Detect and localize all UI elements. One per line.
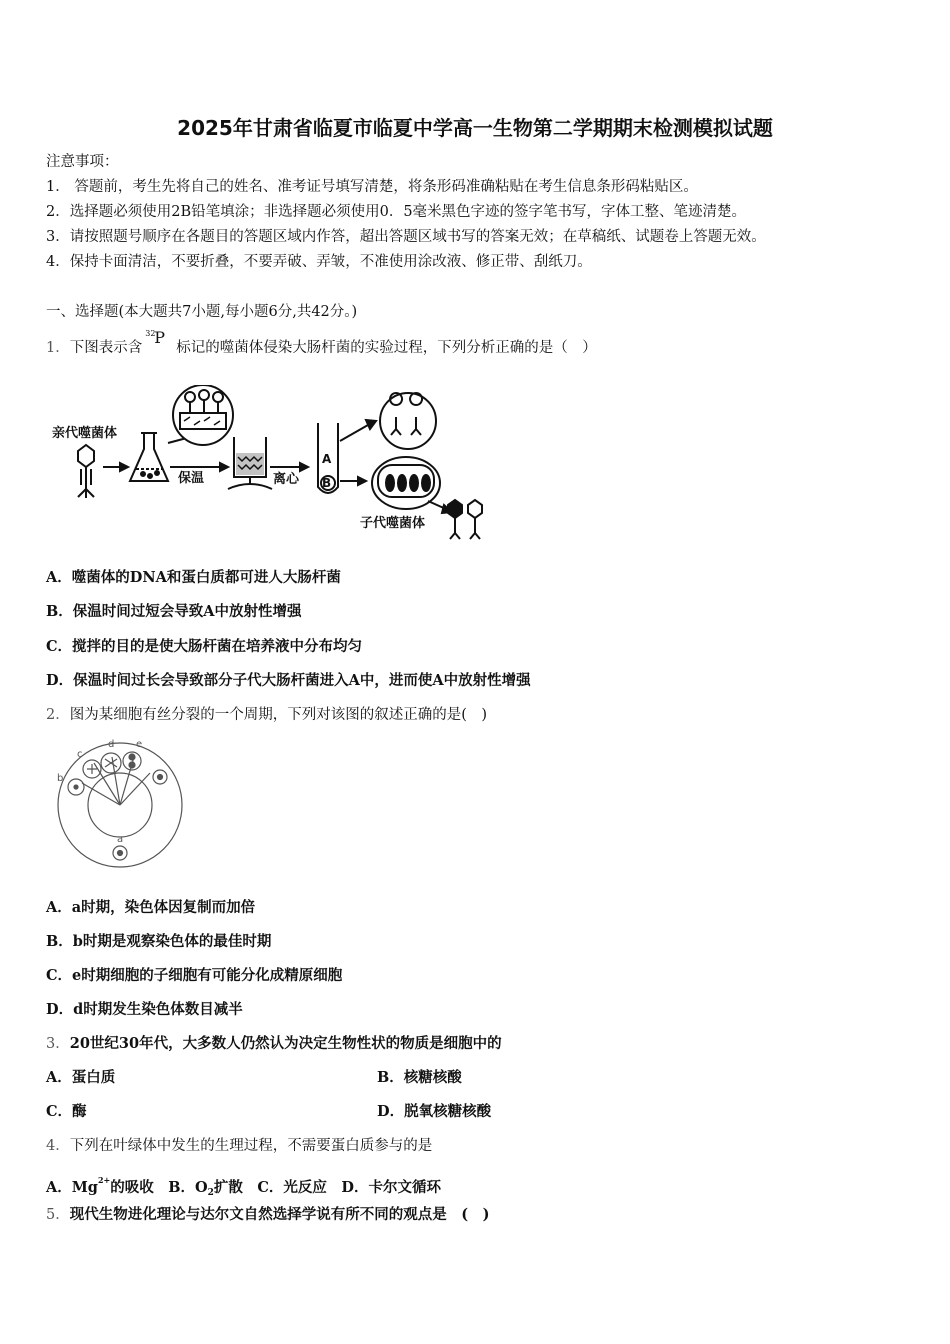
- question-number: 1．: [46, 340, 70, 356]
- q2-option-a: A．a时期，染色体因复制而加倍: [46, 899, 256, 916]
- magnified-bacterium-icon: [173, 385, 233, 445]
- page-title: 2025年甘肃省临夏市临夏中学高一生物第二学期期末检测模拟试题: [177, 116, 773, 140]
- q3-option-b: B．核糖核酸: [377, 1069, 462, 1086]
- parent-phage-icon: [78, 445, 94, 498]
- question-text-cont: 标记的噬菌体侵染大肠杆菌的实验过程，下列分析正确的是（ ）: [176, 340, 597, 356]
- q2-option-c: C．e时期细胞的子细胞有可能分化成精原细胞: [46, 967, 343, 984]
- question-number: 4．: [46, 1138, 70, 1154]
- q2-option-d: D．d时期发生染色体数目减半: [46, 1001, 243, 1018]
- q1-option-d: D．保温时间过长会导致部分子代大肠杆菌进入A中，进而使A中放射性增强: [46, 672, 531, 689]
- q1-option-c: C．搅拌的目的是使大肠杆菌在培养液中分布均匀: [46, 638, 363, 655]
- label-layer-a: A: [322, 452, 332, 466]
- label-offspring: 子代噬菌体: [360, 516, 426, 531]
- label-warm: 保温: [178, 471, 205, 486]
- question-text: 下图表示含: [69, 340, 143, 356]
- question-2: [46, 705, 487, 725]
- q4-options: A．$Mg^{2+}$的吸收 B．$O_2$扩散 C．光反应 D．卡尔文循环: [46, 1175, 442, 1198]
- question-number: 5．: [46, 1207, 70, 1223]
- question-text: 现代生物进化理论与达尔文自然选择学说有所不同的观点是 ( ): [69, 1206, 490, 1223]
- q3-option-d: D．脱氧核糖核酸: [377, 1103, 492, 1120]
- q2-option-b: B．b时期是观察染色体的最佳时期: [46, 933, 272, 950]
- q1-option-a: A．噬菌体的DNA和蛋白质都可进人大肠杆菌: [46, 569, 341, 586]
- question-3: [46, 1034, 502, 1054]
- question-5: [46, 1205, 489, 1225]
- question-text: 图为某细胞有丝分裂的一个周期，下列对该图的叙述正确的是( ): [69, 707, 488, 723]
- offspring-phage-icon: [448, 500, 482, 539]
- question-text: 20世纪30年代，大多数人仍然认为决定生物性状的物质是细胞中的: [69, 1035, 502, 1052]
- flask-icon: [130, 433, 168, 481]
- isotope-32p: 32 P: [145, 328, 165, 347]
- question-4: [46, 1136, 432, 1156]
- question-number: 2．: [46, 707, 70, 723]
- notice-item-2: 2．选择题必须使用2B铅笔填涂；非选择题必须使用0．5毫米黑色字迹的签字笔书写，字体工整、笔迹清楚。: [46, 204, 747, 220]
- question-1: [46, 328, 597, 358]
- label-parent-phage: 亲代噬菌体: [52, 426, 118, 441]
- q3-option-a: A．蛋白质: [46, 1069, 116, 1086]
- q1-option-b: B．保温时间过短会导致A中放射性增强: [46, 603, 302, 620]
- notice-item-3: 3．请按照题号顺序在各题目的答题区域内作答，超出答题区域书写的答案无效；在草稿纸、试题卷上答题无效。: [46, 229, 766, 245]
- label-centrifuge: 离心: [273, 472, 300, 487]
- section-heading: 一、选择题(本大题共7小题,每小题6分,共42分。): [46, 304, 358, 320]
- supernatant-circle: [380, 393, 436, 449]
- label-e: e: [136, 739, 143, 750]
- q3-option-c: C．酶: [46, 1103, 87, 1120]
- notice-item-4: 4．保持卡面清洁，不要折叠，不要弄破、弄皱，不准使用涂改液、修正带、刮纸刀。: [46, 254, 592, 270]
- question-number: 3．: [46, 1036, 70, 1052]
- label-layer-b: B: [322, 476, 332, 490]
- notice-heading: 注意事项：: [46, 154, 119, 170]
- notice-item-1: 1． 答题前，考生先将自己的姓名、准考证号填写清楚，将条形码准确粘贴在考生信息条形码粘贴区。: [46, 179, 698, 195]
- cell-cycle-diagram: [50, 735, 190, 870]
- label-c: c: [77, 749, 83, 760]
- question-text: 下列在叶绿体中发生的生理过程，不需要蛋白质参与的是: [69, 1138, 433, 1154]
- label-a: a: [117, 834, 124, 845]
- beaker-icon: [228, 437, 272, 489]
- label-b: b: [57, 773, 64, 784]
- label-d: d: [108, 739, 115, 750]
- phage-infection-diagram: [48, 385, 498, 545]
